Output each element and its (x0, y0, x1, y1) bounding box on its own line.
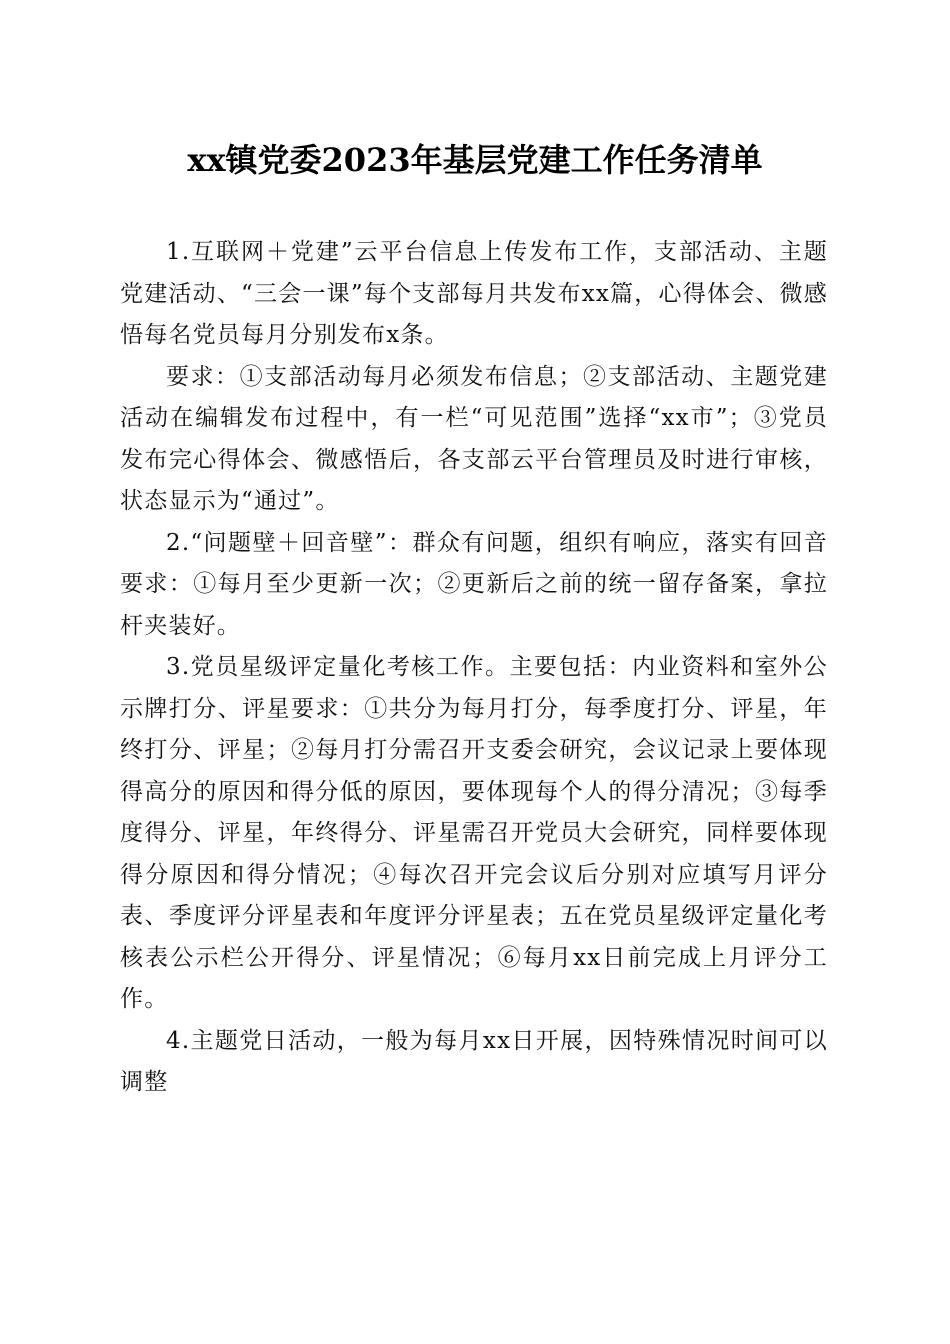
paragraph-2: 2.“问题壁＋回音壁”：群众有问题，组织有响应，落实有回音要求：①每月至少更新一次；②更新后之前的统一留存备案，拿拉杆夹装好。 (120, 529, 828, 639)
paragraph-3: 3.党员星级评定量化考核工作。主要包括：内业资料和室外公示牌打分、评星要求：①共分为每月打分，每季度打分、评星，年终打分、评星；②每月打分需召开支委会研究，会议记录上要体现得高分的原因和得分低的原因，要体现每个人的得分清况；③每季度得分、评星，年终得分、评星需召开党员大会研究，同样要体现得分原因和得分情况；④每次召开完会议后分别对应填写月评分表、季度评分评星表和年度评分评星表；五在党员星级评定量化考核表公示栏公开得分、评星情况；⑥每月xx日前完成上月评分工作。 (120, 654, 828, 1012)
document-title: xx镇党委2023年基层党建工作任务清单 (187, 141, 763, 179)
paragraph-requirements: 要求：①支部活动每月必须发布信息；②支部活动、主题党建活动在编辑发布过程中，有一栏“可见范围”选择“xx市”；③党员发布完心得体会、微感悟后，各支部云平台管理员及时进行审核，状态显示为“通过”。 (120, 363, 828, 514)
paragraph-4: 4.主题党日活动，一般为每月xx日开展，因特殊情况时间可以调整 (120, 1027, 828, 1095)
paragraph-1: 1.互联网＋党建”云平台信息上传发布工作，支部活动、主题党建活动、“三会一课”每个支部每月共发布xx篇，心得体会、微感悟每名党员每月分别发布x条。 (120, 239, 828, 348)
document-body (120, 232, 828, 1104)
